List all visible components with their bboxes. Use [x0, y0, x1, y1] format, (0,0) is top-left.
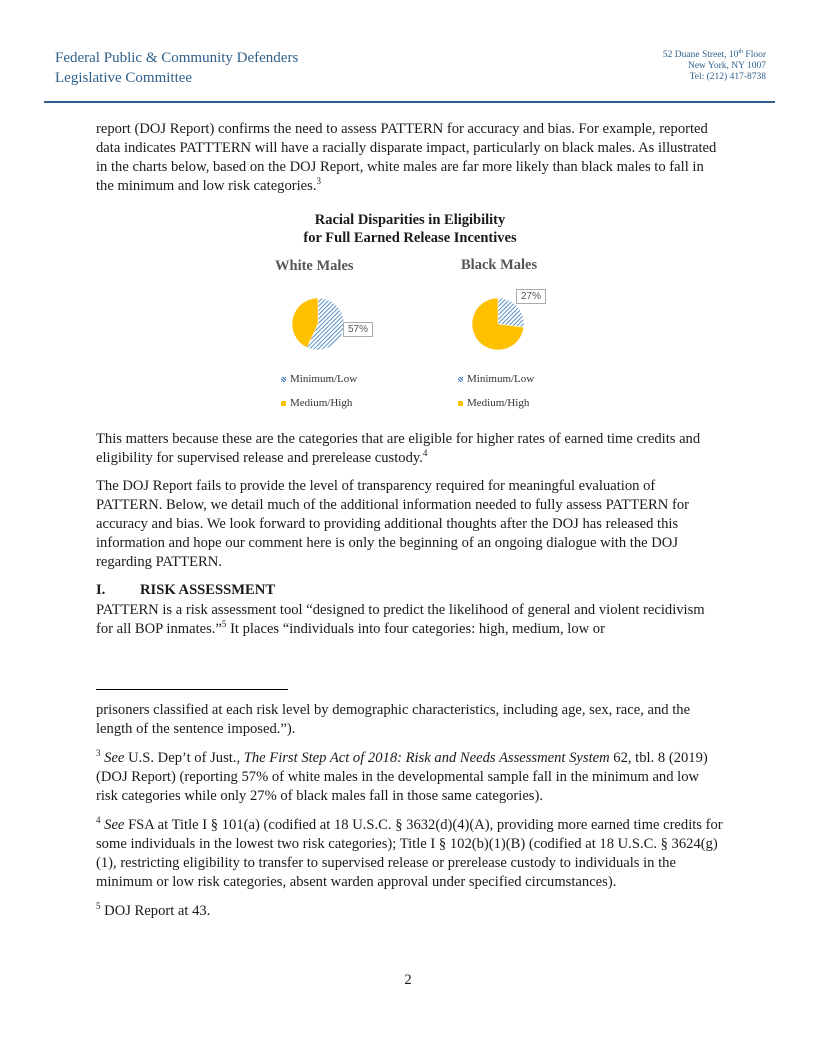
intro-text: report (DOJ Report) confirms the need to assess PATTERN for accuracy and bias. For example, reported data indicates PATTTERN will have a racially disparate impact, particularly on black males. As illustrated in the charts below, based on the DOJ Report, white males are far more likely than black males to fall in the minimum and low risk categories.	[96, 121, 717, 194]
footnote-3-text-b: 62, tbl. 8 (2019) (DOJ Report) (reporting 57% of white males in the developmental sample fall in the minimum and low risk categories while only 27% of black males fall in those same categories).	[96, 750, 708, 804]
footnote-5-number: 5	[96, 901, 101, 912]
paragraph-eligibility-text: This matters because these are the categories that are eligible for higher rates of earned time credits and eligibility for supervised release and prerelease custody.	[96, 431, 701, 466]
legend-label: Medium/High	[467, 397, 530, 409]
footnote-ref-5[interactable]: 5	[221, 619, 227, 630]
address-city: New York, NY 1007	[687, 61, 766, 71]
legend-white-males	[281, 372, 357, 420]
chart-title	[96, 211, 724, 247]
section-number: I.	[96, 582, 106, 598]
footnotes	[96, 701, 724, 931]
pie-chart-black-males	[470, 296, 526, 352]
footnote-4-number: 4	[96, 815, 101, 826]
footnote-continuation: prisoners classified at each risk level by demographic characteristics, including age, sex, race, and the length of the sentence imposed.”).	[96, 702, 691, 737]
legend-swatch-hatch	[458, 377, 463, 382]
footnote-3-number: 3	[96, 748, 101, 759]
legend-swatch-gold	[458, 401, 463, 406]
footnote-5-text: DOJ Report at 43.	[100, 903, 211, 919]
data-label-white-males: 57%	[343, 322, 373, 337]
org-name: Federal Public & Community Defenders	[55, 50, 299, 66]
legend-swatch-hatch	[281, 377, 286, 382]
legend-swatch-gold	[281, 401, 286, 406]
address-street-sup: th	[738, 48, 744, 55]
legend-item-medium-high	[281, 396, 357, 410]
pie-title-white-males: White Males	[275, 258, 354, 274]
footnote-3-report-title: The First Step Act of 2018: Risk and Needs Assessment System	[243, 750, 610, 766]
chart-title-line2: for Full Earned Release Incentives	[303, 230, 517, 246]
footnote-ref-4[interactable]: 4	[422, 448, 428, 459]
footnote-4-text: FSA at Title I § 101(a) (codified at 18 U.S.C. § 3632(d)(4)(A), providing more earned time credits for some individuals in the lowest two risk categories); Title I § 102(b)(1)(B) (codified at 18 U.S.C. § 3624(g)(1), restricting eligibility to transfer to supervised release or prerelease custody to individuals in the minimum or low risk categories, absent warden approval under specified circumstances).	[96, 817, 723, 890]
data-label-black-males: 27%	[516, 289, 546, 304]
legend-label: Minimum/Low	[467, 373, 535, 385]
address-street-text: 52 Duane Street, 10	[662, 50, 739, 60]
letterhead-org	[55, 48, 298, 88]
letterhead-address	[663, 50, 766, 83]
footnote-3-see: See	[104, 750, 125, 766]
pie-chart-white-males	[290, 296, 346, 352]
paragraph-eligibility	[96, 430, 724, 468]
footnote-5	[96, 902, 724, 921]
section-heading	[96, 582, 275, 599]
committee-name: Legislative Committee	[55, 70, 193, 86]
legend-item-minimum-low	[458, 372, 534, 386]
header-divider	[44, 101, 775, 103]
footnote-4	[96, 816, 724, 892]
page-number: 2	[404, 972, 412, 988]
legend-black-males	[458, 372, 534, 420]
pie-title-black-males: Black Males	[461, 257, 538, 273]
paragraph-transparency	[96, 477, 724, 572]
legend-item-minimum-low	[281, 372, 357, 386]
paragraph-transparency-text: The DOJ Report fails to provide the level of transparency required for meaningful evaluation of PATTERN. Below, we detail much of the additional information needed to fully assess PATTERN for accuracy and bias. We look forward to providing additional thoughts after the DOJ has released this information and hope our comment here is only the beginning of an ongoing dialogue with the DOJ regarding PATTERN.	[96, 478, 689, 570]
footnote-4-see: See	[104, 817, 125, 833]
legend-item-medium-high	[458, 396, 534, 410]
footnote-3-text-a: U.S. Dep’t of Just.,	[124, 750, 244, 766]
address-phone: Tel: (212) 417-8738	[689, 72, 766, 82]
footnote-3	[96, 749, 724, 806]
chart-title-line1: Racial Disparities in Eligibility	[314, 212, 506, 228]
section-text-a: PATTERN is a risk assessment tool “designed to predict the likelihood of general and violent recidivism for all BOP inmates.”	[96, 602, 705, 637]
address-street	[663, 50, 766, 61]
section-title: RISK ASSESSMENT	[140, 582, 276, 598]
address-street-floor: Floor	[743, 50, 766, 60]
section-paragraph	[96, 601, 724, 639]
section-text-b: It places “individuals into four categories: high, medium, low or	[226, 621, 605, 637]
footnote-divider	[96, 689, 288, 690]
legend-label: Minimum/Low	[290, 373, 358, 385]
intro-paragraph	[96, 120, 724, 196]
footnote-ref-3[interactable]: 3	[316, 176, 321, 187]
legend-label: Medium/High	[290, 397, 353, 409]
